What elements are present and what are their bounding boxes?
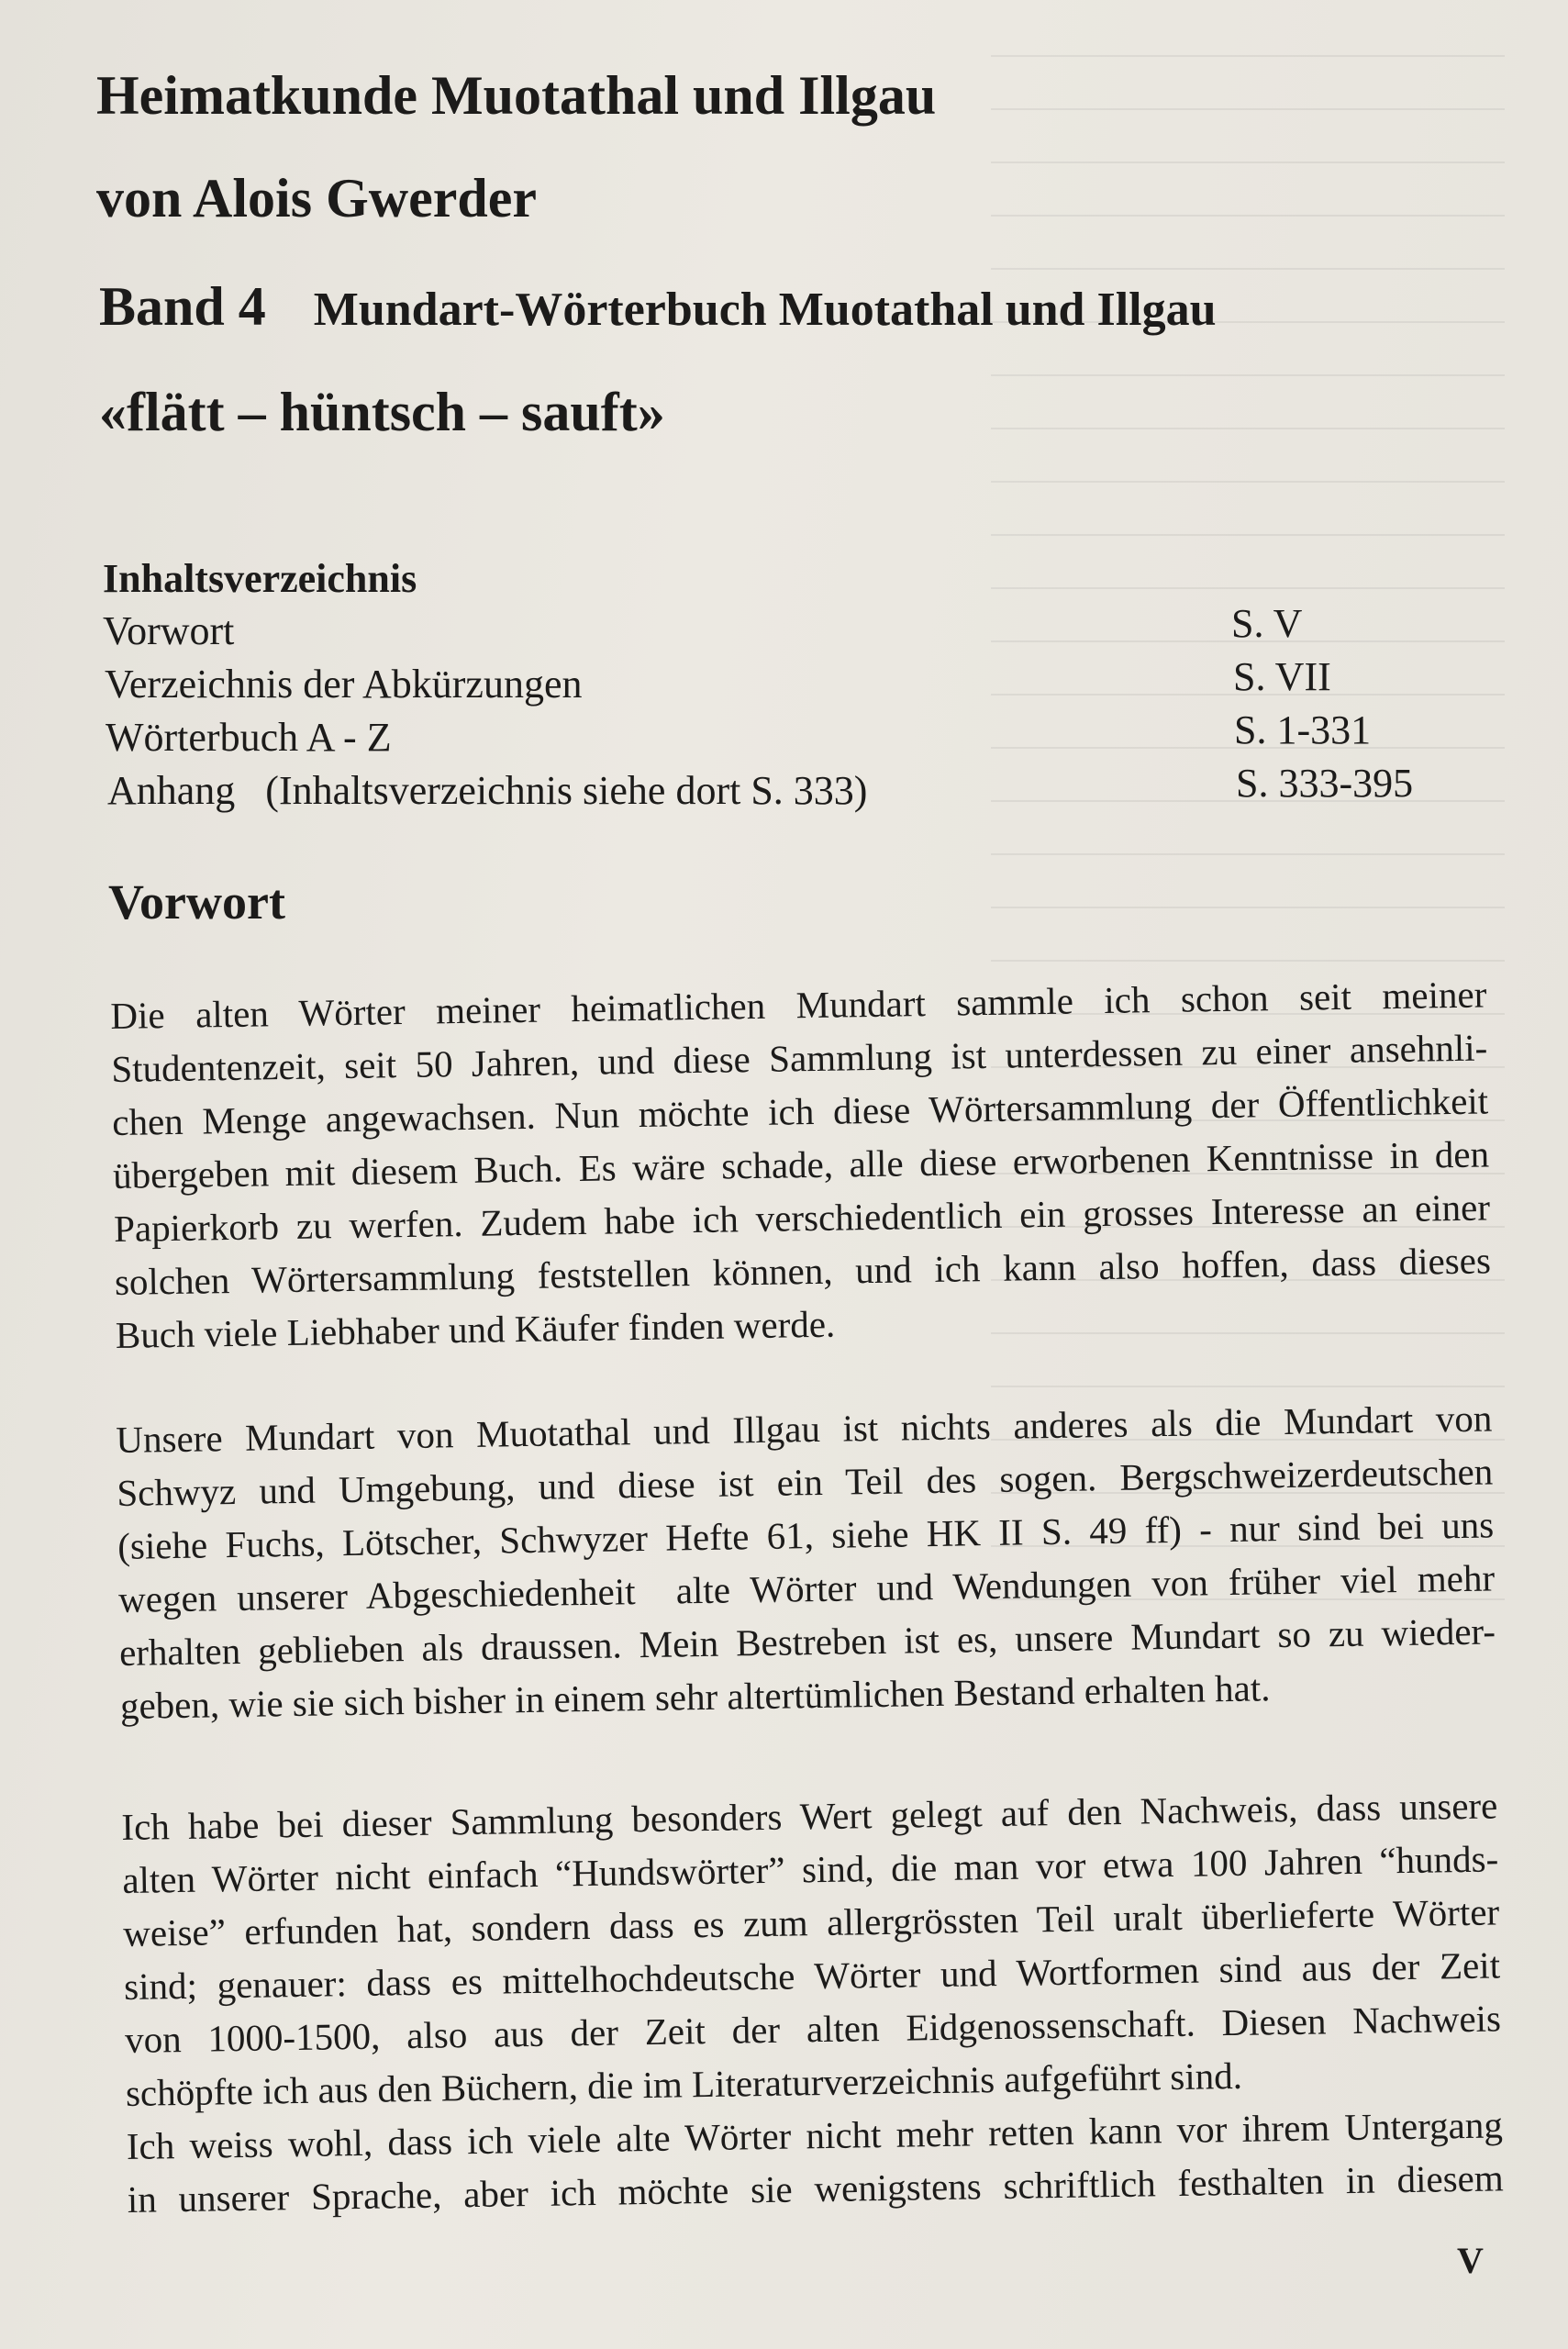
text-line: erhalten geblieben als draussen. Mein Bestreben ist es, unsere Mundart so zu wieder- [118, 1609, 1496, 1674]
text-line: Buch viele Liebhaber und Käufer finden werde. [115, 1302, 836, 1356]
text-line: übergeben mit diesem Buch. Es wäre schade, alle diese erworbenen Kenntnisse in den [112, 1132, 1490, 1197]
toc-entry-page: S. 1-331 [1234, 707, 1372, 752]
toc-entry-label: Verzeichnis der Abkürzungen [105, 662, 583, 707]
text-line: wegen unserer Abgeschiedenheit alte Wörter und Wendungen von früher viel mehr [117, 1556, 1496, 1620]
toc-heading: Inhaltsverzeichnis [103, 556, 417, 601]
page-number: V [1457, 2240, 1484, 2281]
text-line: Papierkorb zu werfen. Zudem habe ich verschiedentlich ein grosses Interesse an einer [113, 1186, 1491, 1250]
text-line: solchen Wörtersammlung feststellen können, und ich kann also hoffen, dass dieses [114, 1239, 1492, 1303]
text-line: Die alten Wörter meiner heimatlichen Mundart sammle ich schon seit meiner [110, 973, 1487, 1037]
band-label: Band 4 [99, 276, 266, 337]
band-title [99, 275, 1217, 339]
text-line: Schwyz und Umgebung, und diese ist ein Teil des sogen. Bergschweizerdeutschen [117, 1450, 1494, 1514]
toc-entry-page: S. V [1231, 601, 1303, 646]
text-line: sind; genauer: dass es mittelhochdeutsche Wörter und Wortformen sind aus der Zeit [123, 1943, 1501, 2008]
text-line: schöpfte ich aus den Büchern, die im Literaturverzeichnis aufgeführt sind. [125, 2054, 1243, 2114]
text-line: Studentenzeit, seit 50 Jahren, und diese Sammlung ist unterdessen zu einer ansehnli- [111, 1026, 1488, 1090]
vorwort-paragraph-2 [116, 1391, 1496, 1732]
toc-entry-page: S. 333-395 [1236, 761, 1414, 806]
vorwort-heading: Vorwort [108, 874, 285, 930]
text-line: in unserer Sprache, aber ich möchte sie wenigstens schriftlich festhalten in diesem [127, 2156, 1505, 2221]
text-line: geben, wie sie sich bisher in einem sehr altertümlichen Bestand erhalten hat. [119, 1666, 1271, 1727]
text-line: weise” erfunden hat, sondern dass es zum allergrössten Teil uralt überlieferte Wörter [122, 1890, 1500, 1954]
text-line: Unsere Mundart von Muotathal und Illgau ist nichts anderes als die Mundart von [116, 1397, 1493, 1461]
toc-entry-label: Anhang (Inhaltsverzeichnis siehe dort S. 333) [107, 768, 868, 813]
title-line-2: von Alois Gwerder [96, 168, 537, 228]
table-of-contents [103, 601, 1433, 820]
text-line: chen Menge angewachsen. Nun möchte ich diese Wörtersammlung der Öffentlichkeit [111, 1079, 1489, 1143]
motto: «flätt – hüntsch – sauft» [99, 382, 665, 442]
title-line-1: Heimatkunde Muotathal und Illgau [96, 65, 937, 126]
text-line: von 1000-1500, also aus der Zeit der alten Eidgenossenschaft. Diesen Nachweis [124, 1997, 1502, 2061]
toc-entry [107, 761, 1438, 820]
text-line: alten Wörter nicht einfach “Hundswörter” sind, die man vor etwa 100 Jahren “hunds- [122, 1837, 1499, 1901]
text-line: Ich habe bei dieser Sammlung besonders Wert gelegt auf den Nachweis, dass unsere [121, 1784, 1498, 1848]
text-line: (siehe Fuchs, Lötscher, Schwyzer Hefte 61, siehe HK II S. 49 ff) - nur sind bei uns [117, 1503, 1495, 1567]
toc-entry-page: S. VII [1233, 654, 1331, 699]
text-line: Ich weiss wohl, dass ich viele alte Wörter nicht mehr retten kann vor ihrem Untergang [126, 2103, 1504, 2167]
vorwort-paragraph-3 [121, 1778, 1504, 2226]
band-subtitle: Mundart-Wörterbuch Muotathal und Illgau [313, 284, 1217, 336]
toc-entry-label: Wörterbuch A - Z [106, 715, 392, 760]
vorwort-paragraph-1 [110, 967, 1492, 1362]
toc-entry-label: Vorwort [103, 608, 235, 653]
